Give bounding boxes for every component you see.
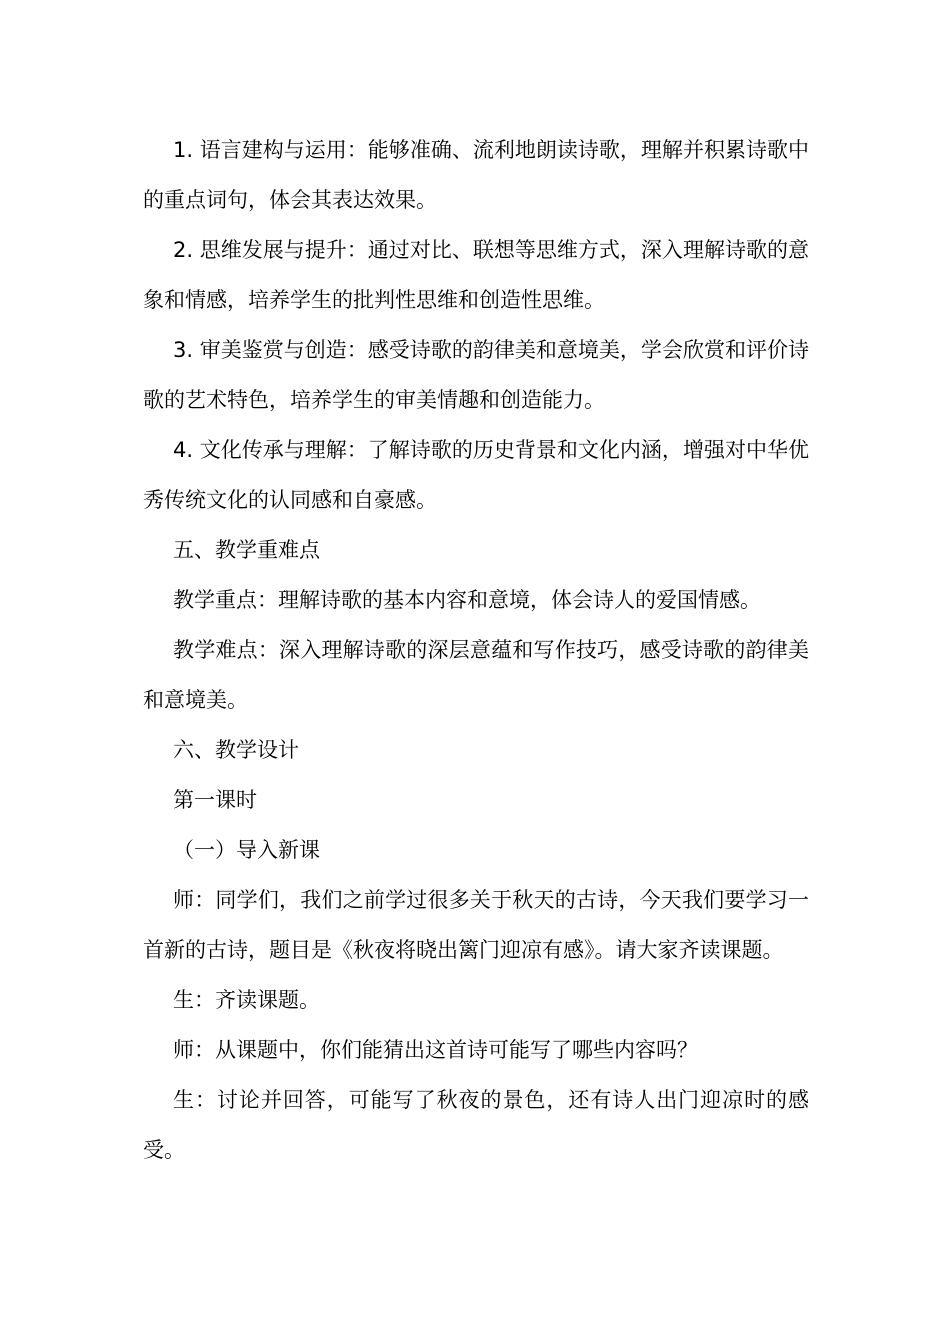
dialogue-teacher-1: 师：同学们，我们之前学过很多关于秋天的古诗，今天我们要学习一首新的古诗，题目是《秋夜将晓出篱门迎凉有感》。请大家齐读课题。 (143, 888, 809, 962)
paragraph-objective-language: 1. 语言建构与运用：能够准确、流利地朗读诗歌，理解并积累诗歌中的重点词句，体会其表达效果。 (143, 138, 809, 212)
dialogue-teacher-2: 师：从课题中，你们能猜出这首诗可能写了哪些内容吗？ (173, 1038, 698, 1062)
document-body (143, 125, 809, 1175)
paragraph-objective-culture: 4. 文化传承与理解：了解诗歌的历史背景和文化内涵，增强对中华优秀传统文化的认同感和自豪感。 (143, 438, 809, 512)
lesson-heading-first: 第一课时 (173, 788, 257, 812)
dialogue-student-2: 生：讨论并回答，可能写了秋夜的景色，还有诗人出门迎凉时的感受。 (143, 1088, 809, 1162)
paragraph-teaching-difficulty: 教学难点：深入理解诗歌的深层意蕴和写作技巧，感受诗歌的韵律美和意境美。 (143, 638, 809, 712)
section-heading-key-points: 五、教学重难点 (173, 538, 320, 562)
section-heading-teaching-design: 六、教学设计 (173, 738, 299, 762)
paragraph-objective-thinking: 2. 思维发展与提升：通过对比、联想等思维方式，深入理解诗歌的意象和情感，培养学生的批判性思维和创造性思维。 (143, 238, 809, 312)
paragraph-teaching-focus: 教学重点：理解诗歌的基本内容和意境，体会诗人的爱国情感。 (173, 588, 761, 612)
subheading-introduction: （一）导入新课 (173, 838, 320, 862)
paragraph-objective-aesthetic: 3. 审美鉴赏与创造：感受诗歌的韵律美和意境美，学会欣赏和评价诗歌的艺术特色，培养学生的审美情趣和创造能力。 (143, 338, 809, 412)
dialogue-student-1: 生：齐读课题。 (173, 988, 320, 1012)
